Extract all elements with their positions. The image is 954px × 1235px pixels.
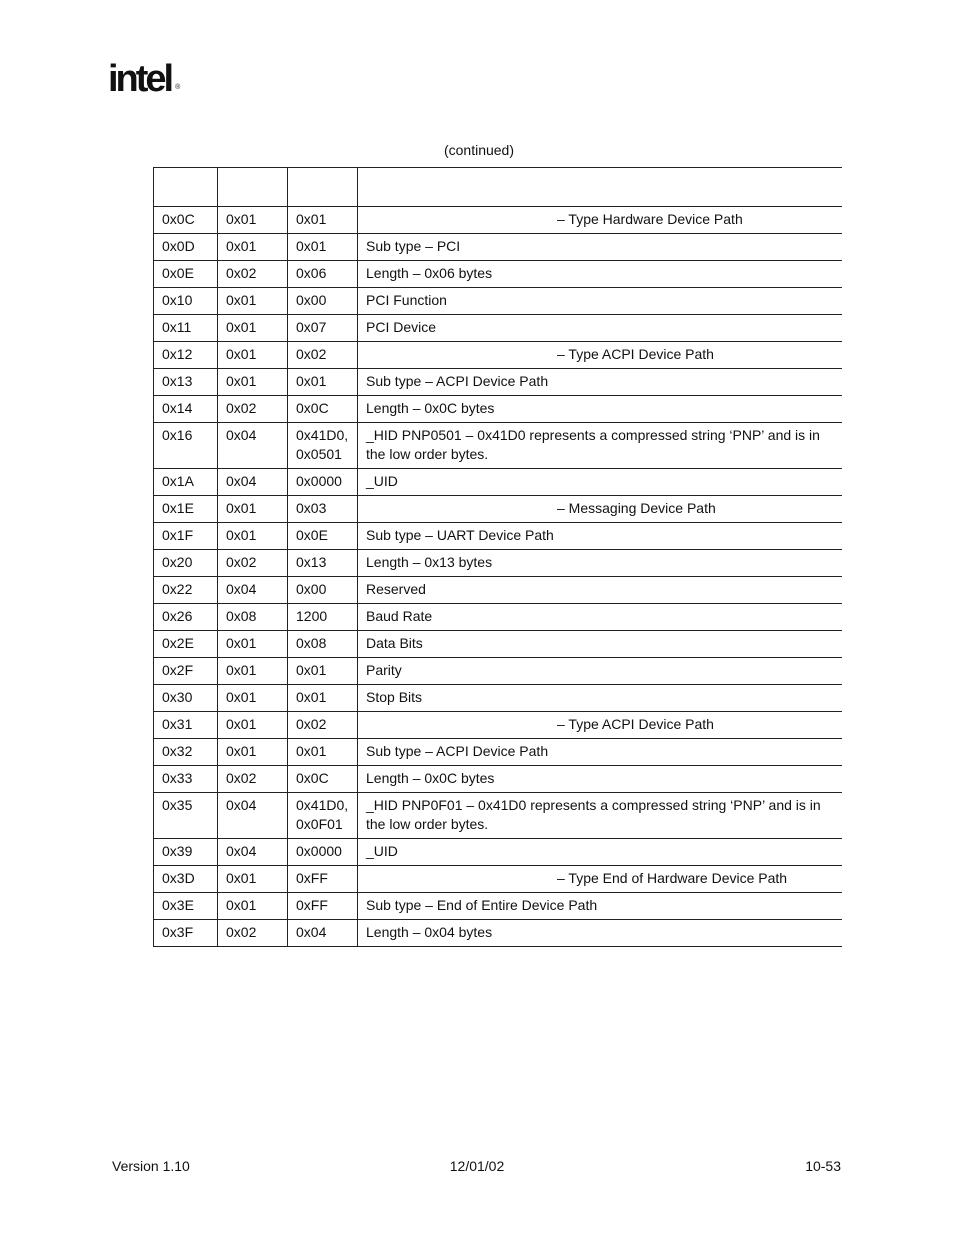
description-cell: Baud Rate <box>358 604 843 631</box>
description-cell: Parity <box>358 658 843 685</box>
description-cell: _HID PNP0501 – 0x41D0 represents a compressed string ‘PNP’ and is in the low order bytes. <box>358 423 843 469</box>
offset-cell: 0x3D <box>154 866 218 893</box>
table-row <box>154 369 843 396</box>
length-cell: 0x02 <box>218 396 288 423</box>
length-cell: 0x04 <box>218 793 288 839</box>
value-cell: 0x03 <box>288 496 358 523</box>
length-cell: 0x01 <box>218 288 288 315</box>
offset-cell: 0x3F <box>154 920 218 947</box>
table-row <box>154 685 843 712</box>
length-cell: 0x02 <box>218 261 288 288</box>
length-cell: 0x04 <box>218 469 288 496</box>
table-row <box>154 893 843 920</box>
length-cell: 0x01 <box>218 739 288 766</box>
table-row <box>154 469 843 496</box>
value-cell: 0x0000 <box>288 839 358 866</box>
offset-cell: 0x30 <box>154 685 218 712</box>
table-row <box>154 604 843 631</box>
length-cell: 0x01 <box>218 207 288 234</box>
description-cell: Length – 0x04 bytes <box>358 920 843 947</box>
offset-cell: 0x31 <box>154 712 218 739</box>
logo-text: intel <box>108 58 172 100</box>
offset-cell: 0x20 <box>154 550 218 577</box>
offset-cell: 0x3E <box>154 893 218 920</box>
offset-cell: 0x1A <box>154 469 218 496</box>
description-cell: _UID <box>358 469 843 496</box>
header-cell <box>154 168 218 207</box>
description-cell: – Type End of Hardware Device Path <box>358 866 843 893</box>
value-cell: 0x07 <box>288 315 358 342</box>
value-cell: 0x41D0, 0x0501 <box>288 423 358 469</box>
table-row <box>154 496 843 523</box>
value-cell: 0x01 <box>288 369 358 396</box>
table-row <box>154 739 843 766</box>
offset-cell: 0x10 <box>154 288 218 315</box>
description-cell: Reserved <box>358 577 843 604</box>
value-cell: 0x00 <box>288 577 358 604</box>
value-cell: 0x41D0, 0x0F01 <box>288 793 358 839</box>
value-cell: 0x01 <box>288 739 358 766</box>
length-cell: 0x02 <box>218 550 288 577</box>
logo-registered-mark: ® <box>175 84 181 91</box>
offset-cell: 0x13 <box>154 369 218 396</box>
description-cell: Sub type – ACPI Device Path <box>358 369 843 396</box>
footer-page-number: 10-53 <box>805 1158 841 1174</box>
table-row <box>154 342 843 369</box>
table-row <box>154 920 843 947</box>
length-cell: 0x01 <box>218 315 288 342</box>
description-cell: Sub type – ACPI Device Path <box>358 739 843 766</box>
description-cell: Sub type – PCI <box>358 234 843 261</box>
length-cell: 0x01 <box>218 369 288 396</box>
offset-cell: 0x26 <box>154 604 218 631</box>
length-cell: 0x02 <box>218 766 288 793</box>
offset-cell: 0x33 <box>154 766 218 793</box>
value-cell: 0x04 <box>288 920 358 947</box>
description-cell: – Type ACPI Device Path <box>358 342 843 369</box>
header-cell <box>218 168 288 207</box>
footer-date: 12/01/02 <box>449 1158 505 1174</box>
value-cell: 0x02 <box>288 342 358 369</box>
table-row <box>154 288 843 315</box>
length-cell: 0x04 <box>218 423 288 469</box>
value-cell: 0x0000 <box>288 469 358 496</box>
value-cell: 0x0C <box>288 766 358 793</box>
length-cell: 0x01 <box>218 496 288 523</box>
table-row <box>154 261 843 288</box>
offset-cell: 0x2E <box>154 631 218 658</box>
length-cell: 0x01 <box>218 685 288 712</box>
description-cell: Sub type – End of Entire Device Path <box>358 893 843 920</box>
description-cell: _HID PNP0F01 – 0x41D0 represents a compressed string ‘PNP’ and is in the low order bytes. <box>358 793 843 839</box>
table-row <box>154 658 843 685</box>
offset-cell: 0x1E <box>154 496 218 523</box>
description-cell: – Type Hardware Device Path <box>358 207 843 234</box>
offset-cell: 0x12 <box>154 342 218 369</box>
offset-cell: 0x2F <box>154 658 218 685</box>
table-row <box>154 712 843 739</box>
table-header-row <box>154 168 843 207</box>
description-cell: Sub type – UART Device Path <box>358 523 843 550</box>
offset-cell: 0x16 <box>154 423 218 469</box>
device-path-table <box>153 167 842 947</box>
value-cell: 0x00 <box>288 288 358 315</box>
value-cell: 0xFF <box>288 866 358 893</box>
table-row <box>154 766 843 793</box>
table-row <box>154 396 843 423</box>
description-cell: – Type ACPI Device Path <box>358 712 843 739</box>
offset-cell: 0x0C <box>154 207 218 234</box>
description-cell: _UID <box>358 839 843 866</box>
table-row <box>154 577 843 604</box>
value-cell: 0x01 <box>288 234 358 261</box>
length-cell: 0x01 <box>218 893 288 920</box>
length-cell: 0x01 <box>218 523 288 550</box>
value-cell: 0x13 <box>288 550 358 577</box>
description-cell: Length – 0x0C bytes <box>358 396 843 423</box>
offset-cell: 0x22 <box>154 577 218 604</box>
table-row <box>154 315 843 342</box>
description-cell: Length – 0x06 bytes <box>358 261 843 288</box>
length-cell: 0x04 <box>218 577 288 604</box>
description-cell: Length – 0x0C bytes <box>358 766 843 793</box>
value-cell: 0x08 <box>288 631 358 658</box>
table-row <box>154 631 843 658</box>
length-cell: 0x02 <box>218 920 288 947</box>
table-row <box>154 207 843 234</box>
description-cell: Length – 0x13 bytes <box>358 550 843 577</box>
value-cell: 0x01 <box>288 658 358 685</box>
description-cell: Data Bits <box>358 631 843 658</box>
table-row <box>154 234 843 261</box>
length-cell: 0x01 <box>218 712 288 739</box>
value-cell: 0x06 <box>288 261 358 288</box>
value-cell: 1200 <box>288 604 358 631</box>
length-cell: 0x01 <box>218 342 288 369</box>
value-cell: 0x02 <box>288 712 358 739</box>
length-cell: 0x01 <box>218 234 288 261</box>
description-cell: PCI Function <box>358 288 843 315</box>
offset-cell: 0x14 <box>154 396 218 423</box>
offset-cell: 0x39 <box>154 839 218 866</box>
table-row <box>154 866 843 893</box>
length-cell: 0x01 <box>218 866 288 893</box>
table-row <box>154 523 843 550</box>
offset-cell: 0x1F <box>154 523 218 550</box>
value-cell: 0xFF <box>288 893 358 920</box>
header-cell <box>288 168 358 207</box>
intel-logo <box>108 58 181 100</box>
table-caption: (continued) <box>443 142 515 158</box>
footer-version: Version 1.10 <box>112 1158 190 1174</box>
offset-cell: 0x11 <box>154 315 218 342</box>
header-cell <box>358 168 843 207</box>
length-cell: 0x01 <box>218 631 288 658</box>
value-cell: 0x01 <box>288 685 358 712</box>
description-cell: Stop Bits <box>358 685 843 712</box>
value-cell: 0x0E <box>288 523 358 550</box>
value-cell: 0x0C <box>288 396 358 423</box>
value-cell: 0x01 <box>288 207 358 234</box>
offset-cell: 0x32 <box>154 739 218 766</box>
table-row <box>154 423 843 469</box>
description-cell: PCI Device <box>358 315 843 342</box>
table-row <box>154 793 843 839</box>
table-row <box>154 839 843 866</box>
length-cell: 0x04 <box>218 839 288 866</box>
offset-cell: 0x0E <box>154 261 218 288</box>
description-cell: – Messaging Device Path <box>358 496 843 523</box>
length-cell: 0x01 <box>218 658 288 685</box>
table-row <box>154 550 843 577</box>
length-cell: 0x08 <box>218 604 288 631</box>
offset-cell: 0x35 <box>154 793 218 839</box>
offset-cell: 0x0D <box>154 234 218 261</box>
